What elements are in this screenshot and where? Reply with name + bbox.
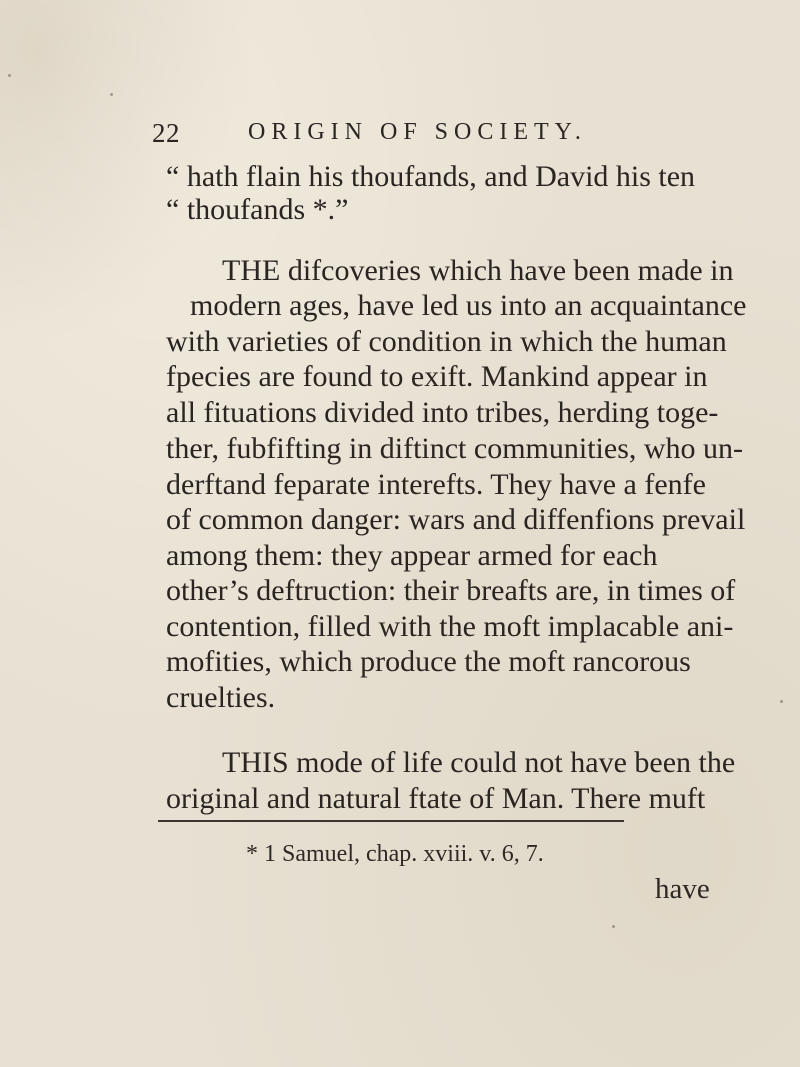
text-line: THIS mode of life could not have been the bbox=[222, 746, 736, 779]
page-number: 22 bbox=[152, 118, 180, 148]
paper-speck bbox=[110, 93, 113, 96]
running-head bbox=[152, 118, 712, 154]
text-line: THE difcoveries which have been made in bbox=[222, 254, 734, 287]
text-line: “ hath flain his thoufands, and David his ten bbox=[166, 160, 696, 193]
paper-speck bbox=[612, 925, 615, 928]
text-line: contention, filled with the moft implacable ani- bbox=[166, 610, 734, 643]
text-line: modern ages, have led us into an acquaintance bbox=[190, 289, 747, 322]
text-line: with varieties of condition in which the human bbox=[166, 325, 727, 358]
paper-speck bbox=[8, 74, 11, 77]
footnote: * 1 Samuel, chap. xviii. v. 6, 7. bbox=[246, 841, 544, 867]
text-line: mofities, which produce the moft rancorous bbox=[166, 645, 691, 678]
text-line: of common danger: wars and diffenfions prevail bbox=[166, 503, 746, 536]
text-line: other’s deftruction: their breafts are, in times of bbox=[166, 574, 736, 607]
text-line: original and natural ftate of Man. There muft bbox=[166, 782, 706, 815]
footnote-rule bbox=[158, 820, 624, 822]
running-title: ORIGIN OF SOCIETY. bbox=[248, 119, 587, 145]
text-line: cruelties. bbox=[166, 681, 276, 714]
text-line: derftand feparate interefts. They have a fenfe bbox=[166, 468, 706, 501]
catchword: have bbox=[655, 873, 710, 905]
paper-speck bbox=[780, 700, 783, 703]
text-line: “ thoufands *.” bbox=[166, 193, 349, 226]
text-line: all fituations divided into tribes, herding toge- bbox=[166, 396, 719, 429]
text-line: among them: they appear armed for each bbox=[166, 539, 658, 572]
text-line: fpecies are found to exift. Mankind appear in bbox=[166, 360, 708, 393]
text-line: ther, fubfifting in diftinct communities, who un- bbox=[166, 432, 744, 465]
